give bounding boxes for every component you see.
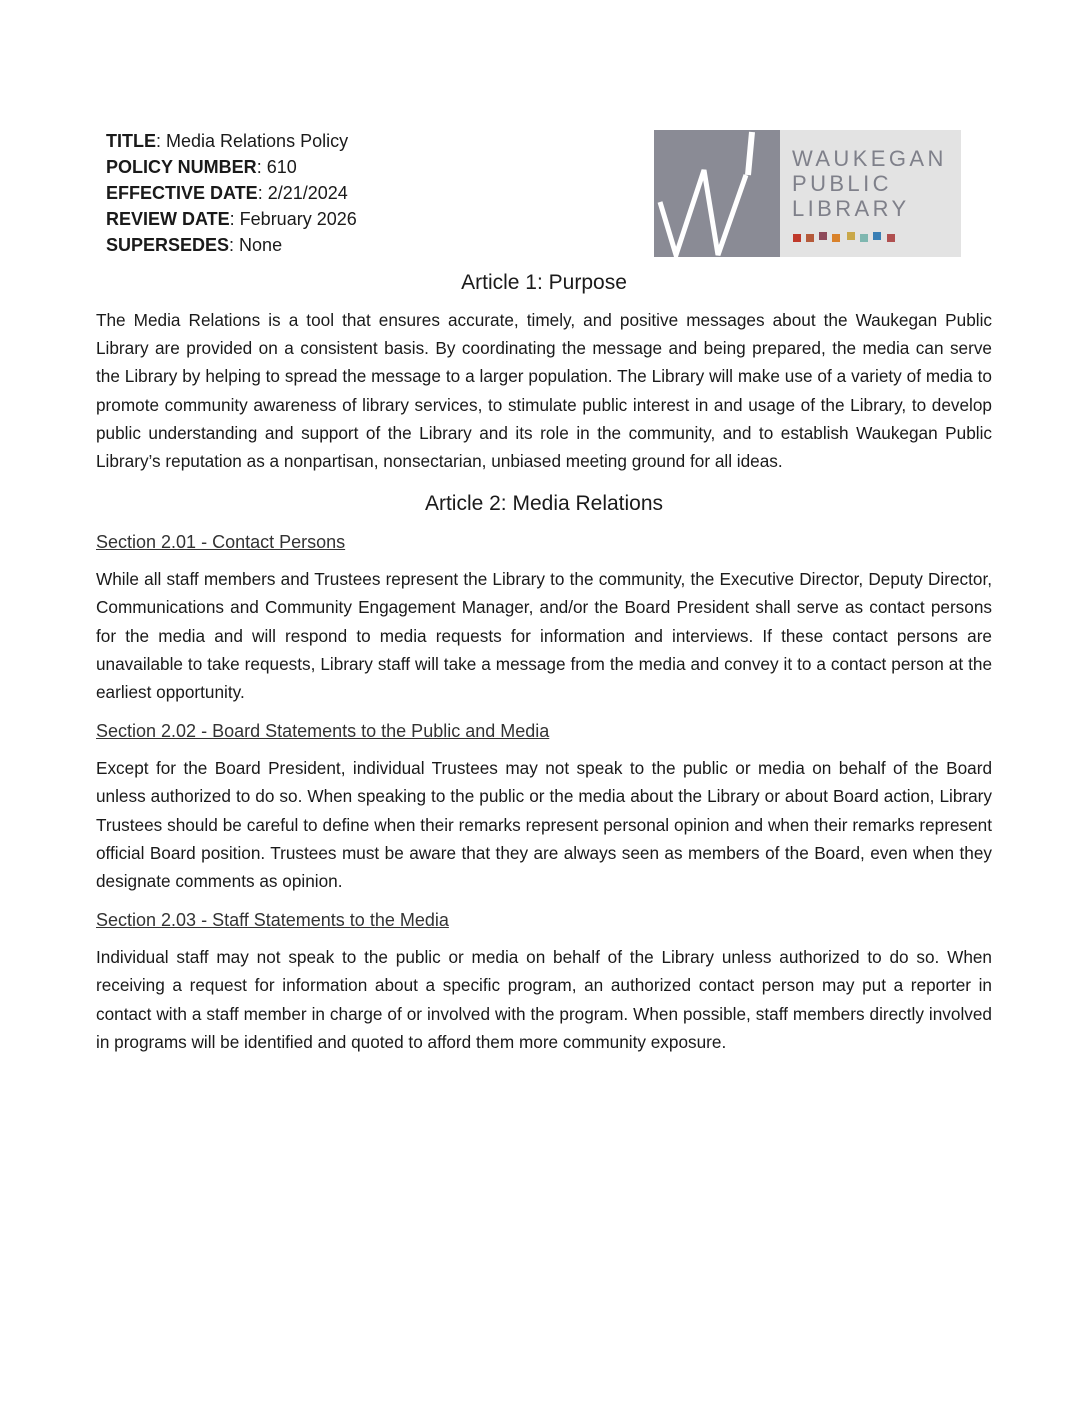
title-label: TITLE [106, 131, 156, 151]
logo-square [873, 232, 881, 240]
effective-date-label: EFFECTIVE DATE [106, 183, 258, 203]
logo-wordmark [792, 146, 947, 221]
section-2-03-paragraph: Individual staff may not speak to the public or media on behalf of the Library unless authorized to do so. When receiving a request for information about a specific program, an authorized contact person may put a reporter in contact with a staff member in charge of or involved with the program. When possible, staff members directly involved in programs will be identified and quoted to afford them more community exposure. [96, 947, 992, 1052]
section-2-02-paragraph: Except for the Board President, individual Trustees may not speak to the public or media on behalf of the Board unless authorized to do so. When speaking to the public or the media about the Library or about Board action, Library Trustees should be careful to define when their remarks represent personal opinion and when their remarks represent official Board position. Trustees must be aware that they are always seen as members of the Board, even when they designate comments as opinion. [96, 758, 992, 892]
review-date-row [106, 206, 357, 232]
article-2-heading: Article 2: Media Relations [424, 492, 664, 516]
section-2-01-paragraph: While all staff members and Trustees represent the Library to the community, the Executive Director, Deputy Director, Communications and Community Engagement Manager, and/or the Board President shall serve as contact persons for the media and will respond to media requests for information and interviews. If these contact persons are unavailable to take requests, Library staff will take a message from the media and convey it to a contact person at the earliest opportunity. [96, 569, 992, 703]
logo-square [887, 234, 895, 242]
policy-metadata [106, 128, 357, 258]
policy-number-label: POLICY NUMBER [106, 157, 257, 177]
supersedes-value: : None [229, 235, 283, 255]
review-date-value: : February 2026 [229, 209, 357, 229]
supersedes-label: SUPERSEDES [106, 235, 230, 255]
policy-number-value: : 610 [256, 157, 297, 177]
title-row [106, 128, 357, 154]
logo-square [860, 234, 868, 242]
logo-line-1: WAUKEGAN [792, 146, 947, 171]
logo-square [847, 232, 855, 240]
effective-date-row [106, 180, 357, 206]
section-2-02-heading: Section 2.02 - Board Statements to the Public and Media [96, 721, 550, 742]
logo-square [819, 232, 827, 240]
section-2-01 [96, 529, 992, 706]
logo-square [806, 234, 814, 242]
review-date-label: REVIEW DATE [106, 209, 230, 229]
w-logo-mark [654, 130, 780, 257]
section-2-01-heading: Section 2.01 - Contact Persons [96, 532, 346, 553]
policy-number-row [106, 154, 357, 180]
w-letter-icon [654, 130, 780, 257]
logo-square [793, 234, 801, 242]
policy-body [96, 268, 992, 1056]
supersedes-row [106, 232, 357, 258]
article-1-paragraph: The Media Relations is a tool that ensures accurate, timely, and positive messages about the Waukegan Public Library are provided on a consistent basis. By coordinating the message and being prepared, the media can serve the Library by helping to spread the message to a larger population. The Library will make use of a variety of media to promote community awareness of library services, to stimulate public interest in and usage of the Library, to develop public understanding and support of the Library and its role in the community, and to establish Waukegan Public Library’s reputation as a nonpartisan, nonsectarian, unbiased meeting ground for all ideas. [96, 310, 992, 472]
logo-line-3: LIBRARY [792, 196, 910, 221]
library-logo [654, 130, 961, 257]
section-2-03-heading: Section 2.03 - Staff Statements to the Media [96, 910, 449, 931]
logo-line-2: PUBLIC [792, 171, 892, 196]
section-2-02 [96, 718, 992, 895]
effective-date-value: : 2/21/2024 [257, 183, 348, 203]
title-value: : Media Relations Policy [156, 131, 349, 151]
section-2-03 [96, 907, 992, 1056]
article-1-heading: Article 1: Purpose [461, 271, 627, 294]
logo-square [832, 234, 840, 242]
